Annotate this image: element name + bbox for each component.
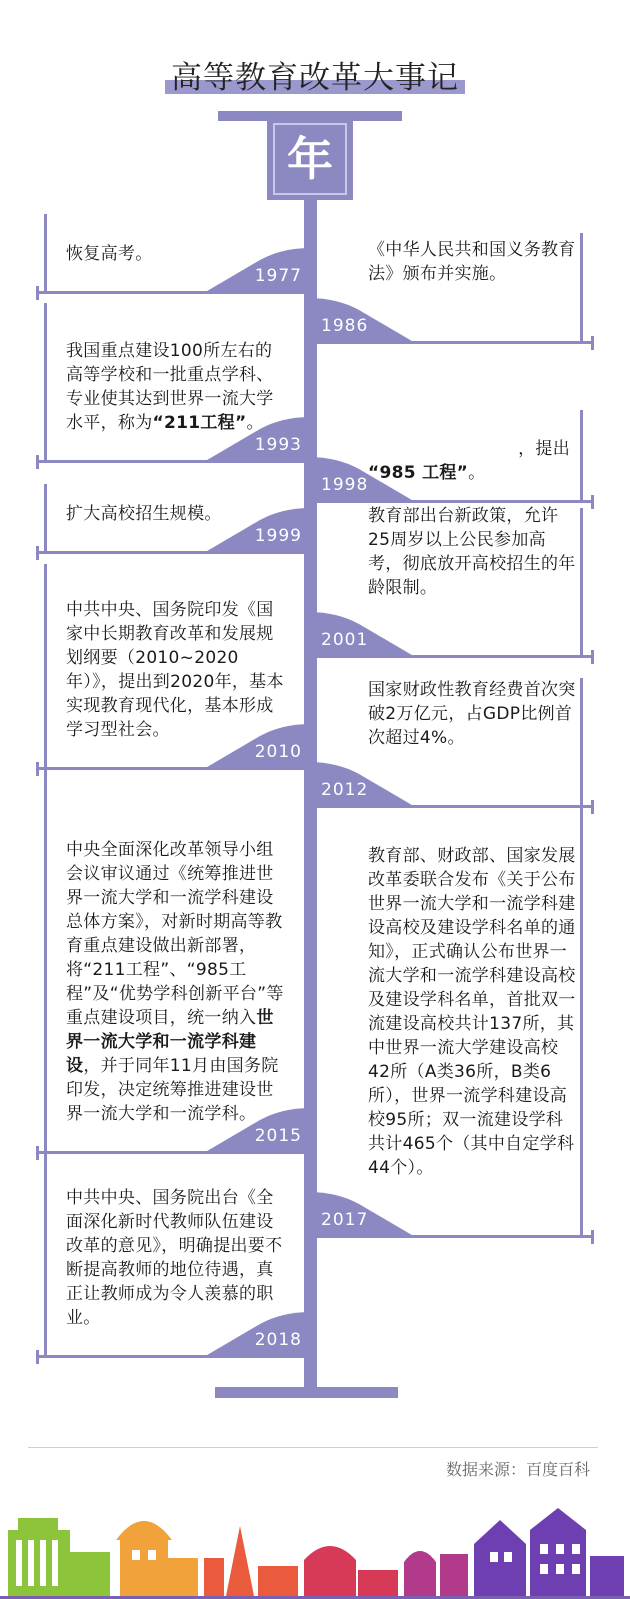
bracket-line <box>44 214 47 294</box>
tick-mark <box>36 762 39 776</box>
event-text: 中央全面深化改革领导小组会议审议通过《统筹推进世界一流大学和一流学科建设总体方案》，对新时期高等教育重点建设做出新部署，将“211工程”、“985工程”及“优势学科创新平台”等重点建设项目，统一纳入世界一流大学和一流学科建设，并于同年11月由国务院印发，决定统筹推进建设世界一流大学和一流学科。 <box>66 840 284 1124</box>
event-1993 <box>50 325 308 457</box>
event-text: 扩大高校招生规模。 <box>66 504 222 524</box>
event-text: 中共中央、国务院出台《全面深化新时代教师队伍建设改革的意见》，明确提出要不断提高教师的地位待遇，真正让教师成为令人羡慕的职业。 <box>66 1188 283 1328</box>
tick-mark <box>591 1230 594 1244</box>
bracket-line <box>580 678 583 808</box>
event-text: 我国重点建设100所左右的高等学校和一批重点学科、专业使其达到世界一流大学水平，称为“211工程”。 <box>66 341 274 433</box>
event-2001 <box>313 506 580 652</box>
event-year: 1998 <box>321 475 369 495</box>
event-year: 2017 <box>321 1210 369 1230</box>
bracket-line <box>44 564 47 770</box>
year-badge <box>267 118 353 200</box>
event-year: 1993 <box>254 435 302 455</box>
bracket-line <box>580 508 583 658</box>
event-text: 《中华人民共和国义务教育法》颁布并实施。 <box>368 240 576 284</box>
tick-mark <box>591 800 594 814</box>
event-1998 <box>313 432 580 497</box>
bracket-line <box>44 484 47 554</box>
tick-mark <box>591 495 594 509</box>
bracket-line <box>44 1148 47 1358</box>
event-2015 <box>50 786 308 1148</box>
event-year: 2018 <box>254 1330 302 1350</box>
tick-mark <box>36 1350 39 1364</box>
bracket-line <box>580 808 583 1238</box>
tick-mark <box>591 336 594 350</box>
event-text: 恢复高考。 <box>66 244 153 264</box>
event-year: 1977 <box>254 266 302 286</box>
event-1986 <box>313 240 580 338</box>
bracket-line <box>580 410 583 503</box>
event-2018 <box>50 1170 308 1352</box>
campus-skyline-illustration <box>0 1500 630 1599</box>
event-2010 <box>50 586 308 764</box>
event-1999 <box>50 506 308 548</box>
event-year: 2001 <box>321 630 369 650</box>
event-year: 1999 <box>254 526 302 546</box>
bracket-line <box>44 764 47 1154</box>
event-year: 2015 <box>254 1126 302 1146</box>
tick-mark <box>36 546 39 560</box>
footer-divider <box>28 1447 598 1448</box>
page-title: 高等教育改革大事记 <box>0 52 630 97</box>
event-text: 国家财政性教育经费首次突破2万亿元，占GDP比例首次超过4%。 <box>368 680 576 748</box>
bracket-line <box>580 233 583 344</box>
tick-mark <box>591 650 594 664</box>
source-note: 数据来源：百度百科 <box>445 1460 590 1479</box>
event-2017 <box>313 830 580 1232</box>
event-year: 2010 <box>254 742 302 762</box>
bracket-line <box>44 303 47 463</box>
event-year: 1986 <box>321 316 369 336</box>
event-text: 教育部出台新政策，允许25周岁以上公民参加高考，彻底放开高校招生的年龄限制。 <box>368 506 576 598</box>
event-2012 <box>313 680 580 802</box>
event-text: ，提出 “985 工程”。 <box>368 439 570 483</box>
event-text: 中共中央、国务院印发《国家中长期教育改革和发展规划纲要（2010~2020年）》，提出到2020年，基本实现教育现代化，基本形成学习型社会。 <box>66 600 284 740</box>
tick-mark <box>36 286 39 300</box>
event-year: 2012 <box>321 780 369 800</box>
event-text: 教育部、财政部、国家发展改革委联合发布《关于公布世界一流大学和一流学科建设高校及建设学科名单的通知》，正式确认公布世界一流大学和一流学科建设高校及建设学科名单，首批双一流建设高校共计137所，其中世界一流大学建设高校42所（A类36所，B类6所），世界一流学科建设高校95所；双一流建设学科共计465个（其中自定学科44个）。 <box>368 846 576 1178</box>
timeline-bottom-bar <box>215 1387 398 1398</box>
tick-mark <box>36 1146 39 1160</box>
event-1977 <box>50 236 308 288</box>
tick-mark <box>36 455 39 469</box>
year-badge-icon: 年 <box>273 123 347 195</box>
